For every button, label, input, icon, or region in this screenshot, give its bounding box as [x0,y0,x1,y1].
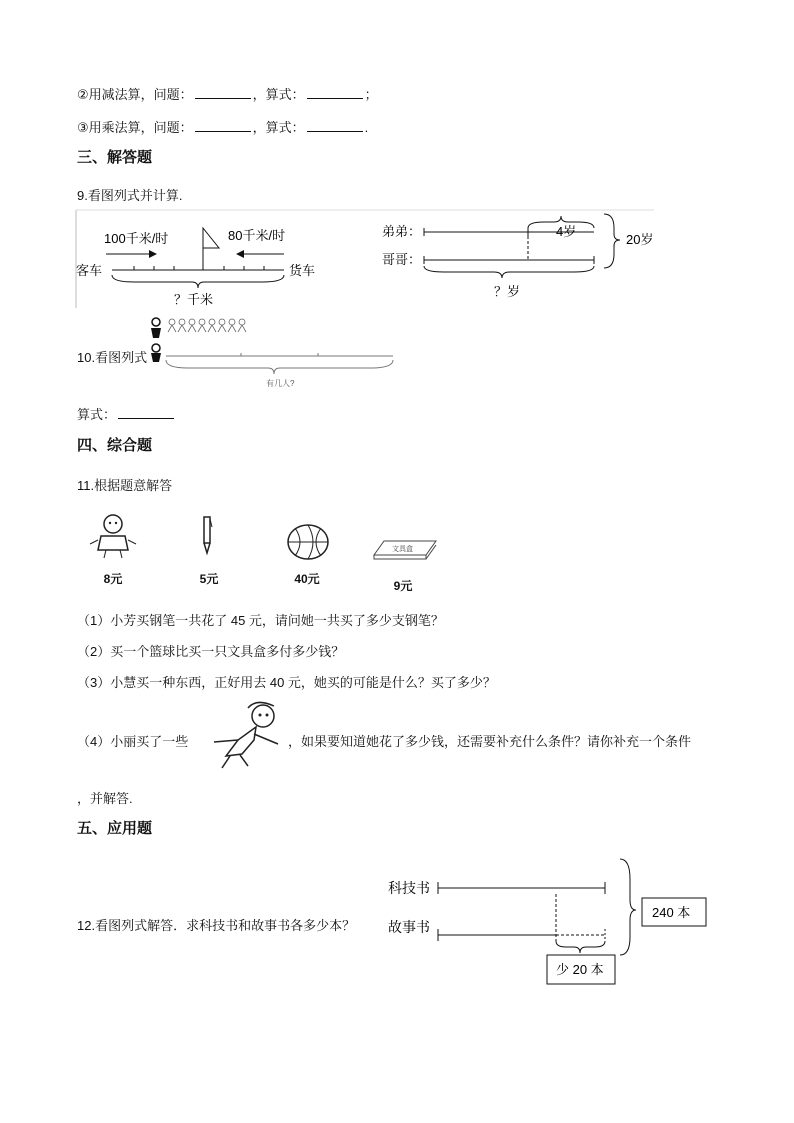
q11-sub-2: （2）买一个篮球比买一只文具盒多付多少钱？ [77,644,345,659]
price-pencil-box: 9元 [393,579,413,593]
story-book-label: 故事书 [388,919,430,935]
question-item-2 [77,84,378,103]
older-brother-label: 哥哥： [382,252,422,267]
q9-diagram [74,208,664,313]
item-2-end: ； [364,87,378,102]
total-distance-label: ？千米 [174,292,214,307]
section-heading: 四、综合题 [77,437,153,454]
price-basketball: 40元 [294,572,320,586]
question-item-3 [77,117,368,136]
girl-icon [151,344,161,362]
doll-icon [88,510,138,560]
item-3-prefix: ③用乘法算，问题： [77,120,193,135]
q10-diagram [148,316,398,396]
basketball-icon [283,522,333,562]
doll-icon [208,700,288,770]
brace-label: 有几人? [266,379,295,388]
flag-icon [203,228,219,248]
answer-blank[interactable] [195,119,251,132]
younger-brother-label: 弟弟： [382,224,422,239]
children-group-icon [168,319,246,332]
speed-1-label: 100千米/时 [104,231,169,246]
q11-sub-1: （1）小芳买钢笔一共花了 45 元，请问她一共买了多少支钢笔？ [77,613,444,628]
total-books-label: 240 本 [652,905,691,920]
price-doll: 8元 [103,572,123,586]
answer-label: 算式： [77,407,117,422]
q12-diagram [380,855,720,990]
pen-icon [198,515,218,555]
question-11-text: 11.根据题意解答 [77,478,173,493]
item-2-prefix: ②用减法算，问题： [77,87,193,102]
answer-blank[interactable] [195,86,251,99]
car-2-label: 货车 [289,263,316,278]
q11-sub-4-continuation: ，并解答. [77,791,133,806]
answer-blank[interactable] [307,86,363,99]
question-10-text: 10.看图列式 [77,350,148,365]
car-1-label: 客车 [76,263,103,278]
age-question-label: ？岁 [494,284,521,299]
q11-sub-4-start: （4）小丽买了一些 [77,734,189,749]
speed-2-label: 80千米/时 [228,228,286,243]
age-sum-label: 20岁 [626,232,654,247]
item-3-end: . [364,120,369,135]
q11-sub-4-end: ，如果要知道她花了多少钱，还需要补充什么条件？请你补充一个条件 [288,734,692,749]
item-3-mid: ，算式： [252,120,305,135]
answer-blank[interactable] [307,119,363,132]
q10-answer-line [77,404,176,423]
question-9-text: 9.看图列式并计算. [77,188,183,203]
price-pen: 5元 [199,572,219,586]
age-diff-label: 4岁 [556,224,577,239]
answer-blank[interactable] [118,406,174,419]
pencil-box-label: 文具盒 [392,546,413,553]
science-book-label: 科技书 [388,880,430,896]
girl-icon [151,318,161,338]
question-12-text: 12.看图列式解答．求科技书和故事书各多少本？ [77,918,356,933]
item-2-mid: ，算式： [252,87,305,102]
difference-label: 少 20 本 [556,962,604,977]
section-heading: 五、应用题 [77,820,153,837]
section-heading: 三、解答题 [77,149,153,166]
q11-sub-3: （3）小慧买一种东西，正好用去 40 元，她买的可能是什么？买了多少？ [77,675,496,690]
pencil-box-icon [370,535,440,563]
